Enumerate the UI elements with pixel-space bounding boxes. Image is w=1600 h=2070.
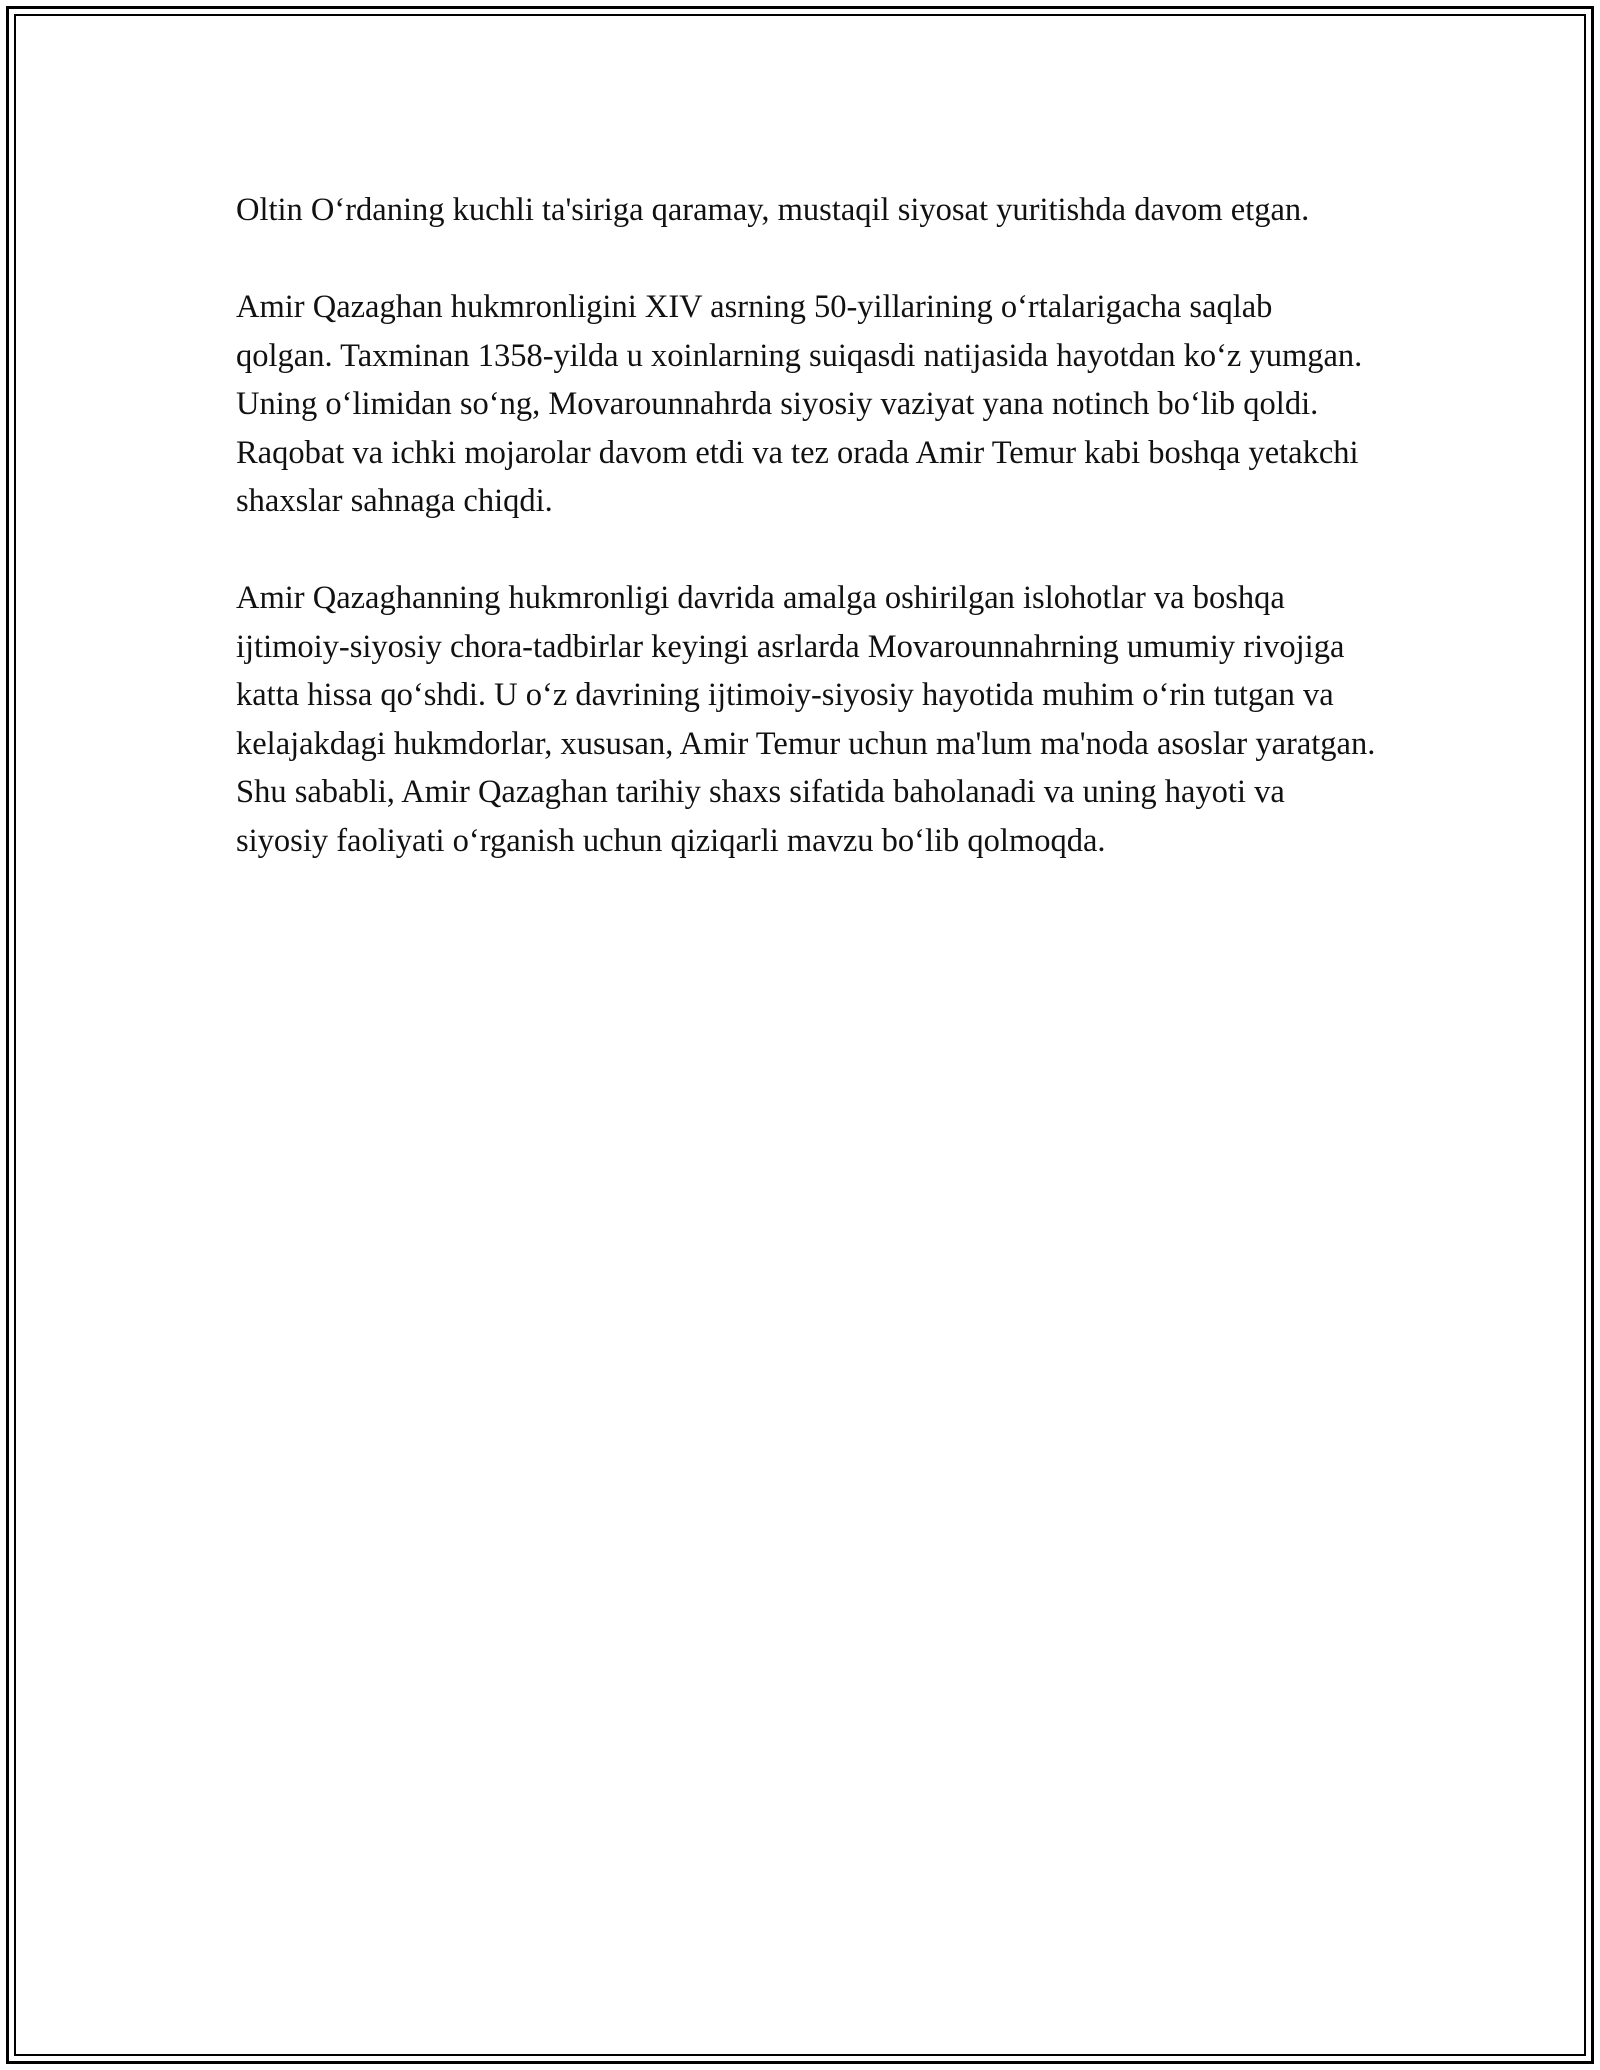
paragraph-1: Oltin O‘rdaning kuchli ta'siriga qaramay, mustaqil siyosat yuritishda davom etgan. <box>236 192 1310 228</box>
paragraph-2: Amir Qazaghan hukmronligini XIV asrning 50-yillarining o‘rtalarigacha saqlab qolgan. Taxminan 1358-yilda u xoinlarning suiqasdi natijasida hayotdan ko‘z yumgan. Uning o‘limidan so‘ng, Movarounnahrda siyosiy vaziyat yana notinch bo‘lib qoldi. Raqobat va ichki mojarolar davom etdi va tez orada Amir Temur kabi boshqa yetakchi shaxslar sahnaga chiqdi. <box>236 289 1363 519</box>
paragraph-3: Amir Qazaghanning hukmronligi davrida amalga oshirilgan islohotlar va boshqa ijtimoiy-siyosiy chora-tadbirlar keyingi asrlarda Movarounnahrning umumiy rivojiga katta hissa qo‘shdi. U o‘z davrining ijtimoiy-siyosiy hayotida muhim o‘rin tutgan va kelajakdagi hukmdorlar, xususan, Amir Temur uchun ma'lum ma'noda asoslar yaratgan. Shu sababli, Amir Qazaghan tarihiy shaxs sifatida baholanadi va uning hayoti va siyosiy faoliyati o‘rganish uchun qiziqarli mavzu bo‘lib qolmoqda. <box>236 580 1376 859</box>
document-body <box>236 186 1376 914</box>
